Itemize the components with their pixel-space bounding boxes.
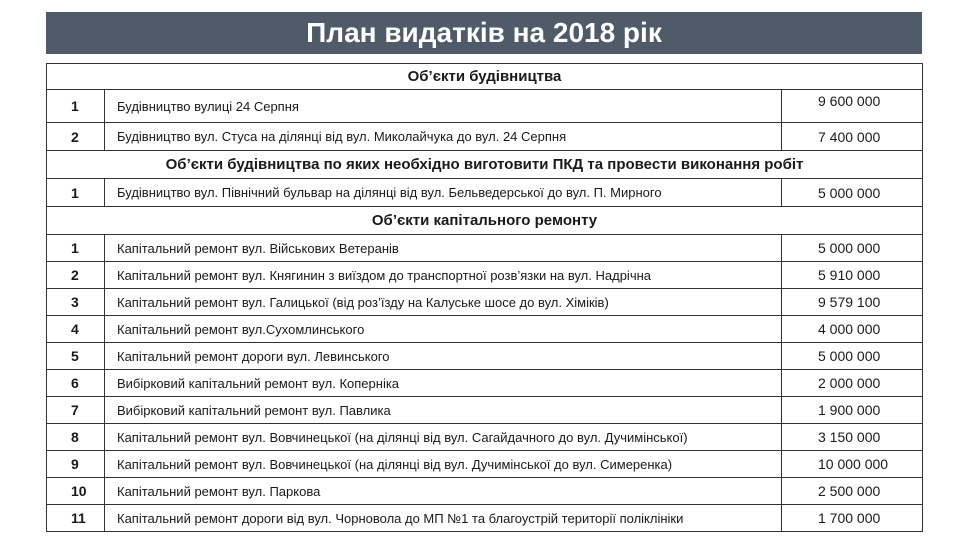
row-amount: 10 000 000 (782, 451, 923, 478)
page-title: План видатків на 2018 рік (46, 12, 922, 54)
table-row (47, 478, 923, 505)
row-description: Капітальний ремонт вул. Паркова (105, 478, 782, 505)
row-amount: 2 000 000 (782, 370, 923, 397)
row-number: 3 (47, 289, 105, 316)
row-number: 4 (47, 316, 105, 343)
row-number: 1 (47, 235, 105, 262)
row-amount: 4 000 000 (782, 316, 923, 343)
table-row (47, 424, 923, 451)
row-number: 6 (47, 370, 105, 397)
row-number: 1 (47, 90, 105, 123)
row-description: Будівництво вул. Стуса на ділянці від вул. Миколайчука до вул. 24 Серпня (105, 123, 782, 151)
table-row (47, 451, 923, 478)
row-number: 7 (47, 397, 105, 424)
row-amount: 5 000 000 (782, 343, 923, 370)
section-header-row (47, 207, 923, 235)
table-row (47, 262, 923, 289)
row-amount: 5 000 000 (782, 179, 923, 207)
table-row (47, 343, 923, 370)
table-row (47, 90, 923, 123)
row-amount: 3 150 000 (782, 424, 923, 451)
table-row (47, 235, 923, 262)
row-amount: 2 500 000 (782, 478, 923, 505)
row-description: Будівництво вулиці 24 Серпня (105, 90, 782, 123)
table-row (47, 370, 923, 397)
row-amount: 9 579 100 (782, 289, 923, 316)
section-heading: Об’єкти капітального ремонту (47, 207, 923, 235)
row-number: 8 (47, 424, 105, 451)
table-row (47, 397, 923, 424)
section-heading: Об’єкти будівництва (47, 64, 923, 90)
section-heading: Об’єкти будівництва по яких необхідно виготовити ПКД та провести виконання робіт (47, 151, 923, 179)
row-number: 10 (47, 478, 105, 505)
row-amount: 7 400 000 (782, 123, 923, 151)
table-row (47, 179, 923, 207)
section-header-row (47, 151, 923, 179)
table-row (47, 123, 923, 151)
section-header-row (47, 64, 923, 90)
row-number: 9 (47, 451, 105, 478)
row-number: 5 (47, 343, 105, 370)
row-description: Капітальний ремонт вул. Вовчинецької (на ділянці від вул. Дучимінської до вул. Симеренка) (105, 451, 782, 478)
row-description: Капітальний ремонт вул. Військових Ветеранів (105, 235, 782, 262)
row-description: Капітальний ремонт вул. Галицької (від роз’їзду на Калуське шосе до вул. Хіміків) (105, 289, 782, 316)
row-amount: 5 910 000 (782, 262, 923, 289)
row-description: Капітальний ремонт вул. Вовчинецької (на ділянці від вул. Сагайдачного до вул. Дучимінської) (105, 424, 782, 451)
row-description: Вибірковий капітальний ремонт вул. Павлика (105, 397, 782, 424)
row-description: Будівництво вул. Північний бульвар на ділянці від вул. Бельведерської до вул. П. Мирного (105, 179, 782, 207)
row-amount: 5 000 000 (782, 235, 923, 262)
row-description: Капітальний ремонт вул.Сухомлинського (105, 316, 782, 343)
row-description: Капітальний ремонт дороги від вул. Чорновола до МП №1 та благоустрій території поліклініки (105, 505, 782, 532)
row-number: 2 (47, 123, 105, 151)
row-amount: 9 600 000 (782, 90, 923, 123)
row-number: 1 (47, 179, 105, 207)
row-number: 11 (47, 505, 105, 532)
table-row (47, 289, 923, 316)
table-row (47, 316, 923, 343)
table-row (47, 505, 923, 532)
row-description: Капітальний ремонт дороги вул. Левинського (105, 343, 782, 370)
expenditure-table (46, 63, 923, 532)
row-description: Капітальний ремонт вул. Княгинин з виїздом до транспортної розв’язки на вул. Надрічна (105, 262, 782, 289)
row-amount: 1 900 000 (782, 397, 923, 424)
row-amount: 1 700 000 (782, 505, 923, 532)
row-description: Вибірковий капітальний ремонт вул. Коперніка (105, 370, 782, 397)
row-number: 2 (47, 262, 105, 289)
